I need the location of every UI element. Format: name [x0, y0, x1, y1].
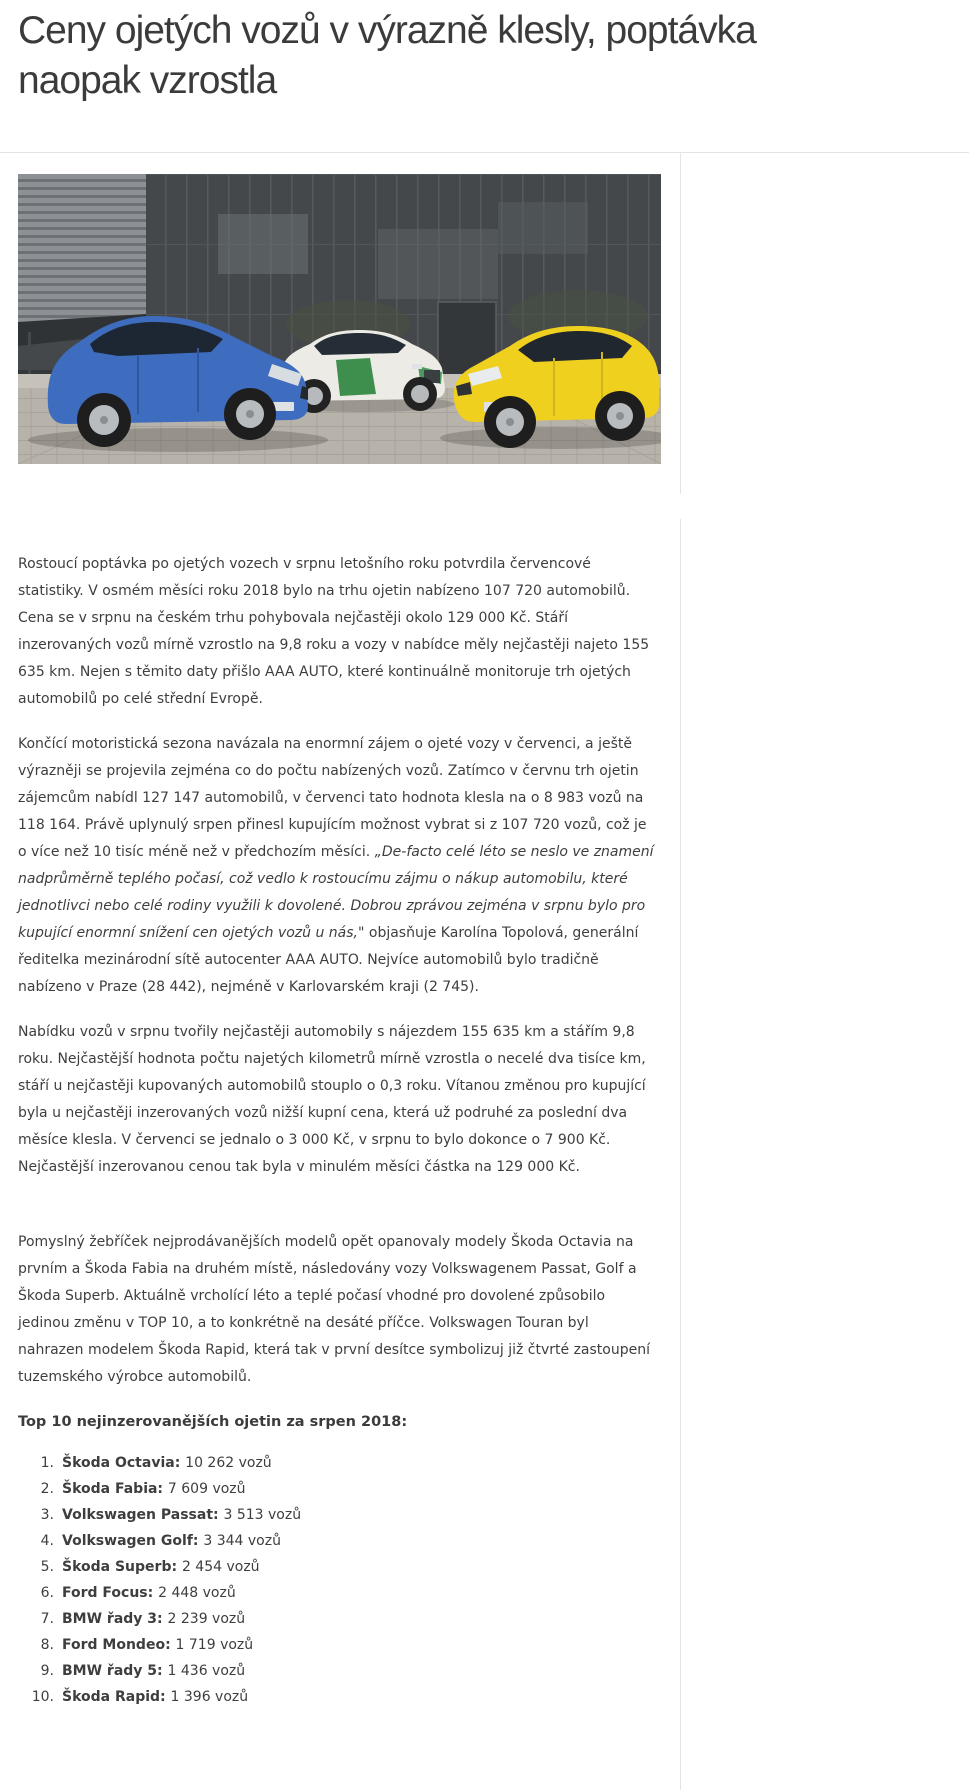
paragraph-segment: " objasňuje Karolína Topolová, generální ředitelka mezinárodní sítě autocenter AAA AUTO. Nejvíce automobilů bylo tradičně nabízeno v Praze (28 442), nejméně v Karlovarském kraji (2 745). [18, 925, 639, 995]
article-photo [18, 174, 661, 464]
paragraph-segment: Pomyslný žebříček nejprodávanějších modelů opět opanovaly modely Škoda Octavia na prvním a Škoda Fabia na druhém místě, následovány vozy Volkswagenem Passat, Golf a Škoda Superb. Aktuálně vrcholící léto a teplé počasí vhodné pro dovolené způsobilo jedinou změnu v TOP 10, a to konkrétně na desáté příčce. Volkswagen Touran byl nahrazen modelem Škoda Rapid, která tak v první desítce symbolizuj již čtvrté zastoupení tuzemského výrobce automobilů. [18, 1234, 650, 1385]
top10-item [18, 1554, 656, 1580]
paragraph-segment: Rostoucí poptávka po ojetých vozech v srpnu letošního roku potvrdila červencové statistiky. V osmém měsíci roku 2018 bylo na trhu ojetin nabízeno 107 720 automobilů. Cena se v srpnu na českém trhu pohybovala nejčastěji okolo 129 000 Kč. Stáří inzerovaných vozů mírně vzrostlo na 9,8 roku a vozy v nabídce měly nejčastěji najeto 155 635 km. Nejen s těmito daty přišlo AAA AUTO, které kontinuálně monitoruje trh ojetých automobilů po celé střední Evropě. [18, 556, 650, 707]
top10-count: 1 719 vozů [175, 1637, 254, 1653]
top10-rank: 7. [40, 1611, 54, 1627]
article-main [0, 153, 969, 1790]
article-image-section [0, 153, 681, 494]
article-title-line: Ceny ojetých vozů v výrazně klesly, poptávka [18, 9, 756, 52]
top10-count: 2 448 vozů [158, 1585, 236, 1601]
top10-model: Škoda Rapid: [62, 1689, 171, 1705]
top10-rank: 6. [40, 1585, 54, 1601]
top10-count: 7 609 vozů [167, 1481, 246, 1497]
top10-model: BMW řady 5: [62, 1663, 168, 1679]
top10-model: Škoda Superb: [62, 1559, 182, 1575]
top10-rank: 1. [40, 1455, 54, 1471]
article-page [0, 6, 969, 1726]
top10-heading: Top 10 nejinzerovanějších ojetin za srpen 2018: [18, 1414, 408, 1430]
top10-rank: 4. [40, 1533, 54, 1549]
top10-count: 1 436 vozů [167, 1663, 246, 1679]
top10-model: Ford Mondeo: [62, 1637, 176, 1653]
top10-rank: 9. [40, 1663, 54, 1679]
photo-illustration [18, 174, 661, 464]
top10-rank: 3. [40, 1507, 54, 1523]
top10-item [18, 1502, 656, 1528]
paragraph-segment: Končící motoristická sezona navázala na enormní zájem o ojeté vozy v červenci, a ještě výrazněji se projevila zejména co do počtu nabízených vozů. Zatímco v červnu trh ojetin zájemcům nabídl 127 147 automobilů, v červenci tato hodnota klesla na o 8 983 vozů na 118 164. Právě uplynulý srpen přinesl kupujícím možnost vybrat si z 107 720 vozů, což je o více než 10 tisíc méně než v předchozím měsíci. [18, 736, 647, 860]
top10-list [18, 1450, 656, 1710]
top10-model: Volkswagen Passat: [62, 1507, 224, 1523]
article-header [0, 6, 969, 106]
top10-rank: 10. [31, 1689, 54, 1705]
top10-item [18, 1632, 656, 1658]
top10-model: Ford Focus: [62, 1585, 159, 1601]
top10-count: 3 513 vozů [223, 1507, 302, 1523]
top10-item [18, 1580, 656, 1606]
top10-item [18, 1450, 656, 1476]
paragraph [18, 551, 656, 713]
section-gap [0, 494, 969, 519]
top10-rank: 5. [40, 1559, 54, 1575]
top10-count: 3 344 vozů [203, 1533, 281, 1549]
top10-model: BMW řady 3: [62, 1611, 168, 1627]
paragraph [18, 1019, 656, 1181]
top10-rank: 2. [40, 1481, 54, 1497]
top10-count: 10 262 vozů [185, 1455, 272, 1471]
top10-model: Škoda Fabia: [62, 1481, 168, 1497]
top10-count: 2 239 vozů [167, 1611, 246, 1627]
top10-item [18, 1528, 656, 1554]
article-title-line: naopak vzrostla [18, 59, 277, 102]
top10-item [18, 1658, 656, 1684]
top10-count: 1 396 vozů [170, 1689, 249, 1705]
top10-model: Volkswagen Golf: [62, 1533, 204, 1549]
top10-item [18, 1476, 656, 1502]
paragraph [18, 731, 656, 1001]
top10-item [18, 1606, 656, 1632]
article-body-section [0, 519, 681, 1790]
article-paragraphs [18, 551, 656, 1391]
top10-count: 2 454 vozů [181, 1559, 260, 1575]
paragraph-segment: „De-facto celé léto se neslo ve znamení nadprůměrně teplého počasí, což vedlo k rostoucímu zájmu o nákup automobilu, které jednotlivci nebo celé rodiny využili k dovolené. Dobrou zprávou zejména v srpnu bylo pro kupující enormní snížení cen ojetých vozů u nás, [18, 844, 654, 941]
paragraph [18, 1229, 656, 1391]
top10-model: Škoda Octavia: [62, 1455, 186, 1471]
top10-rank: 8. [40, 1637, 54, 1653]
paragraph-segment: Nabídku vozů v srpnu tvořily nejčastěji automobily s nájezdem 155 635 km a stářím 9,8 roku. Nejčastější hodnota počtu najetých kilometrů mírně vzrostla o necelé dva tisíce km, stáří u nejčastěji kupovaných automobilů stouplo o 0,3 roku. Vítanou změnou pro kupující byla u nejčastěji inzerovaných vozů nižší kupní cena, která už podruhé za poslední dva měsíce klesla. V červenci se jednalo o 3 000 Kč, v srpnu to bylo dokonce o 7 900 Kč. Nejčastější inzerovanou cenou tak byla v minulém měsíci částka na 129 000 Kč. [18, 1024, 646, 1175]
top10-item [18, 1684, 656, 1710]
article-title [18, 6, 969, 106]
